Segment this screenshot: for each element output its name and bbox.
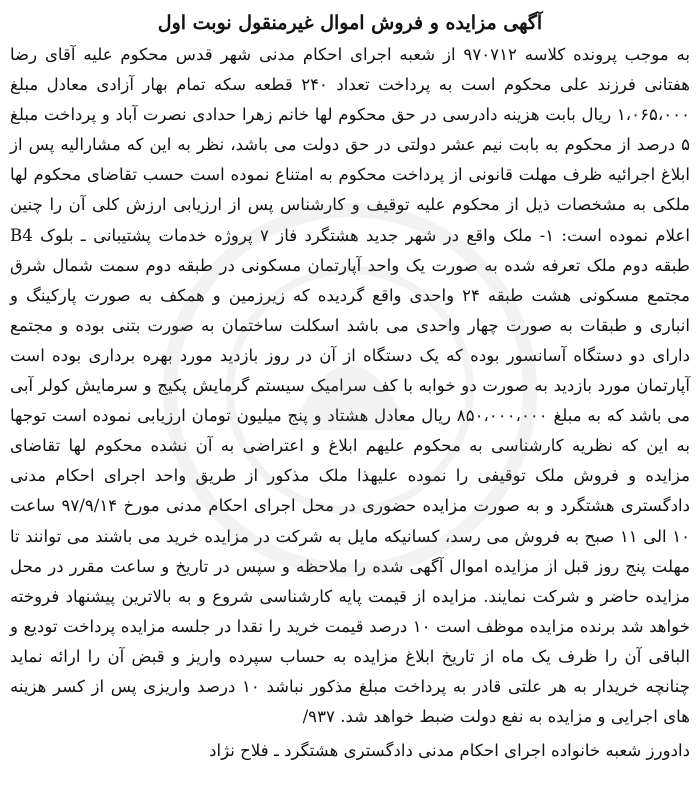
auction-notice bbox=[8, 8, 692, 787]
notice-body: به موجب پرونده کلاسه ۹۷۰۷۱۲ از شعبه اجرای احکام مدنی شهر قدس محکوم علیه آقای رضا هفتانی فرزند علی محکوم است به پرداخت تعداد ۲۴۰ قطعه سکه تمام بهار آزادی معادل مبلغ ۱،۰۶۵،۰۰۰ ریال بابت هزینه دادرسی در حق محکوم لها خانم زهرا حدادی نصرت آباد و پرداخت مبلغ ۵ درصد از محکوم به بابت نیم عشر دولتی در حق دولت می باشد، نظر به این که مشارالیه پس از ابلاغ اجرائیه ظرف مهلت قانونی از پرداخت محکوم به امتناع نموده است حسب تقاضای محکوم لها ملکی به مشخصات ذیل از محکوم علیه توقیف و کارشناس پس از ارزیابی ارزش کلی آن را چنین اعلام نموده است: ۱- ملک واقع در شهر جدید هشتگرد فاز ۷ پروژه خدمات پشتیبانی ـ بلوک B4 طبقه دوم ملک تعرفه شده به صورت یک واحد آپارتمان مسکونی در طبقه دوم سمت شمال شرق مجتمع مسکونی هشت طبقه ۲۴ واحدی واقع گردیده که زیرزمین و همکف به صورت پارکینگ و انباری و طبقات به صورت چهار واحدی می باشد اسکلت ساختمان به صورت بتنی بوده و مجتمع دارای دو دستگاه آسانسور بوده که یک دستگاه از آن در روز بازدید مورد بهره برداری بوده است آپارتمان مورد بازدید به صورت دو خوابه با کف سرامیک سیستم گرمایش پکیج و سرمایش کولر آبی می باشد که به مبلغ ۸۵۰،۰۰۰،۰۰۰ ریال معادل هشتاد و پنج میلیون تومان ارزیابی نموده است توجها به این که نظریه کارشناسی به محکوم علیهم ابلاغ و اعتراضی به آن نشده محکوم لها تقاضای مزایده و فروش ملک توقیفی را نموده علیهذا ملک مذکور از طریق واحد اجرای احکام مدنی دادگستری هشتگرد و به صورت مزایده حضوری در محل اجرای احکام مدنی مورخ ۹۷/۹/۱۴ ساعت ۱۰ الی ۱۱ صبح به فروش می رسد، کسانیکه مایل به شرکت در مزایده خرید می باشند می توانند تا مهلت پنج روز قبل از مزایده اموال آگهی شده را ملاحظه و سپس در تاریخ و ساعت مقرر در محل مزایده حاضر و شرکت نمایند. مزایده از قیمت پایه کارشناسی شروع و به بالاترین پیشنهاد فروخته خواهد شد برنده مزایده موظف است ۱۰ درصد قیمت خرید را نقدا در جلسه مزایده پرداخت تودیع و الباقی آن را ظرف یک ماه از تاریخ ابلاغ مزایده به حساب سپرده واریز و قبض آن را ارائه نماید چنانچه خریدار به هر علتی قادر به پرداخت مبلغ مذکور نباشد ۱۰ درصد واریزی پس از کسر هزینه های اجرایی و مزایده به نفع دولت ضبط خواهد شد. ۹۳۷/ bbox=[10, 45, 691, 727]
notice-title: آگهی مزایده و فروش اموال غیرمنقول نوبت اول bbox=[157, 12, 543, 34]
notice-signature: دادورز شعبه خانواده اجرای احکام مدنی دادگستری هشتگرد ـ فلاح نژاد bbox=[209, 741, 690, 761]
